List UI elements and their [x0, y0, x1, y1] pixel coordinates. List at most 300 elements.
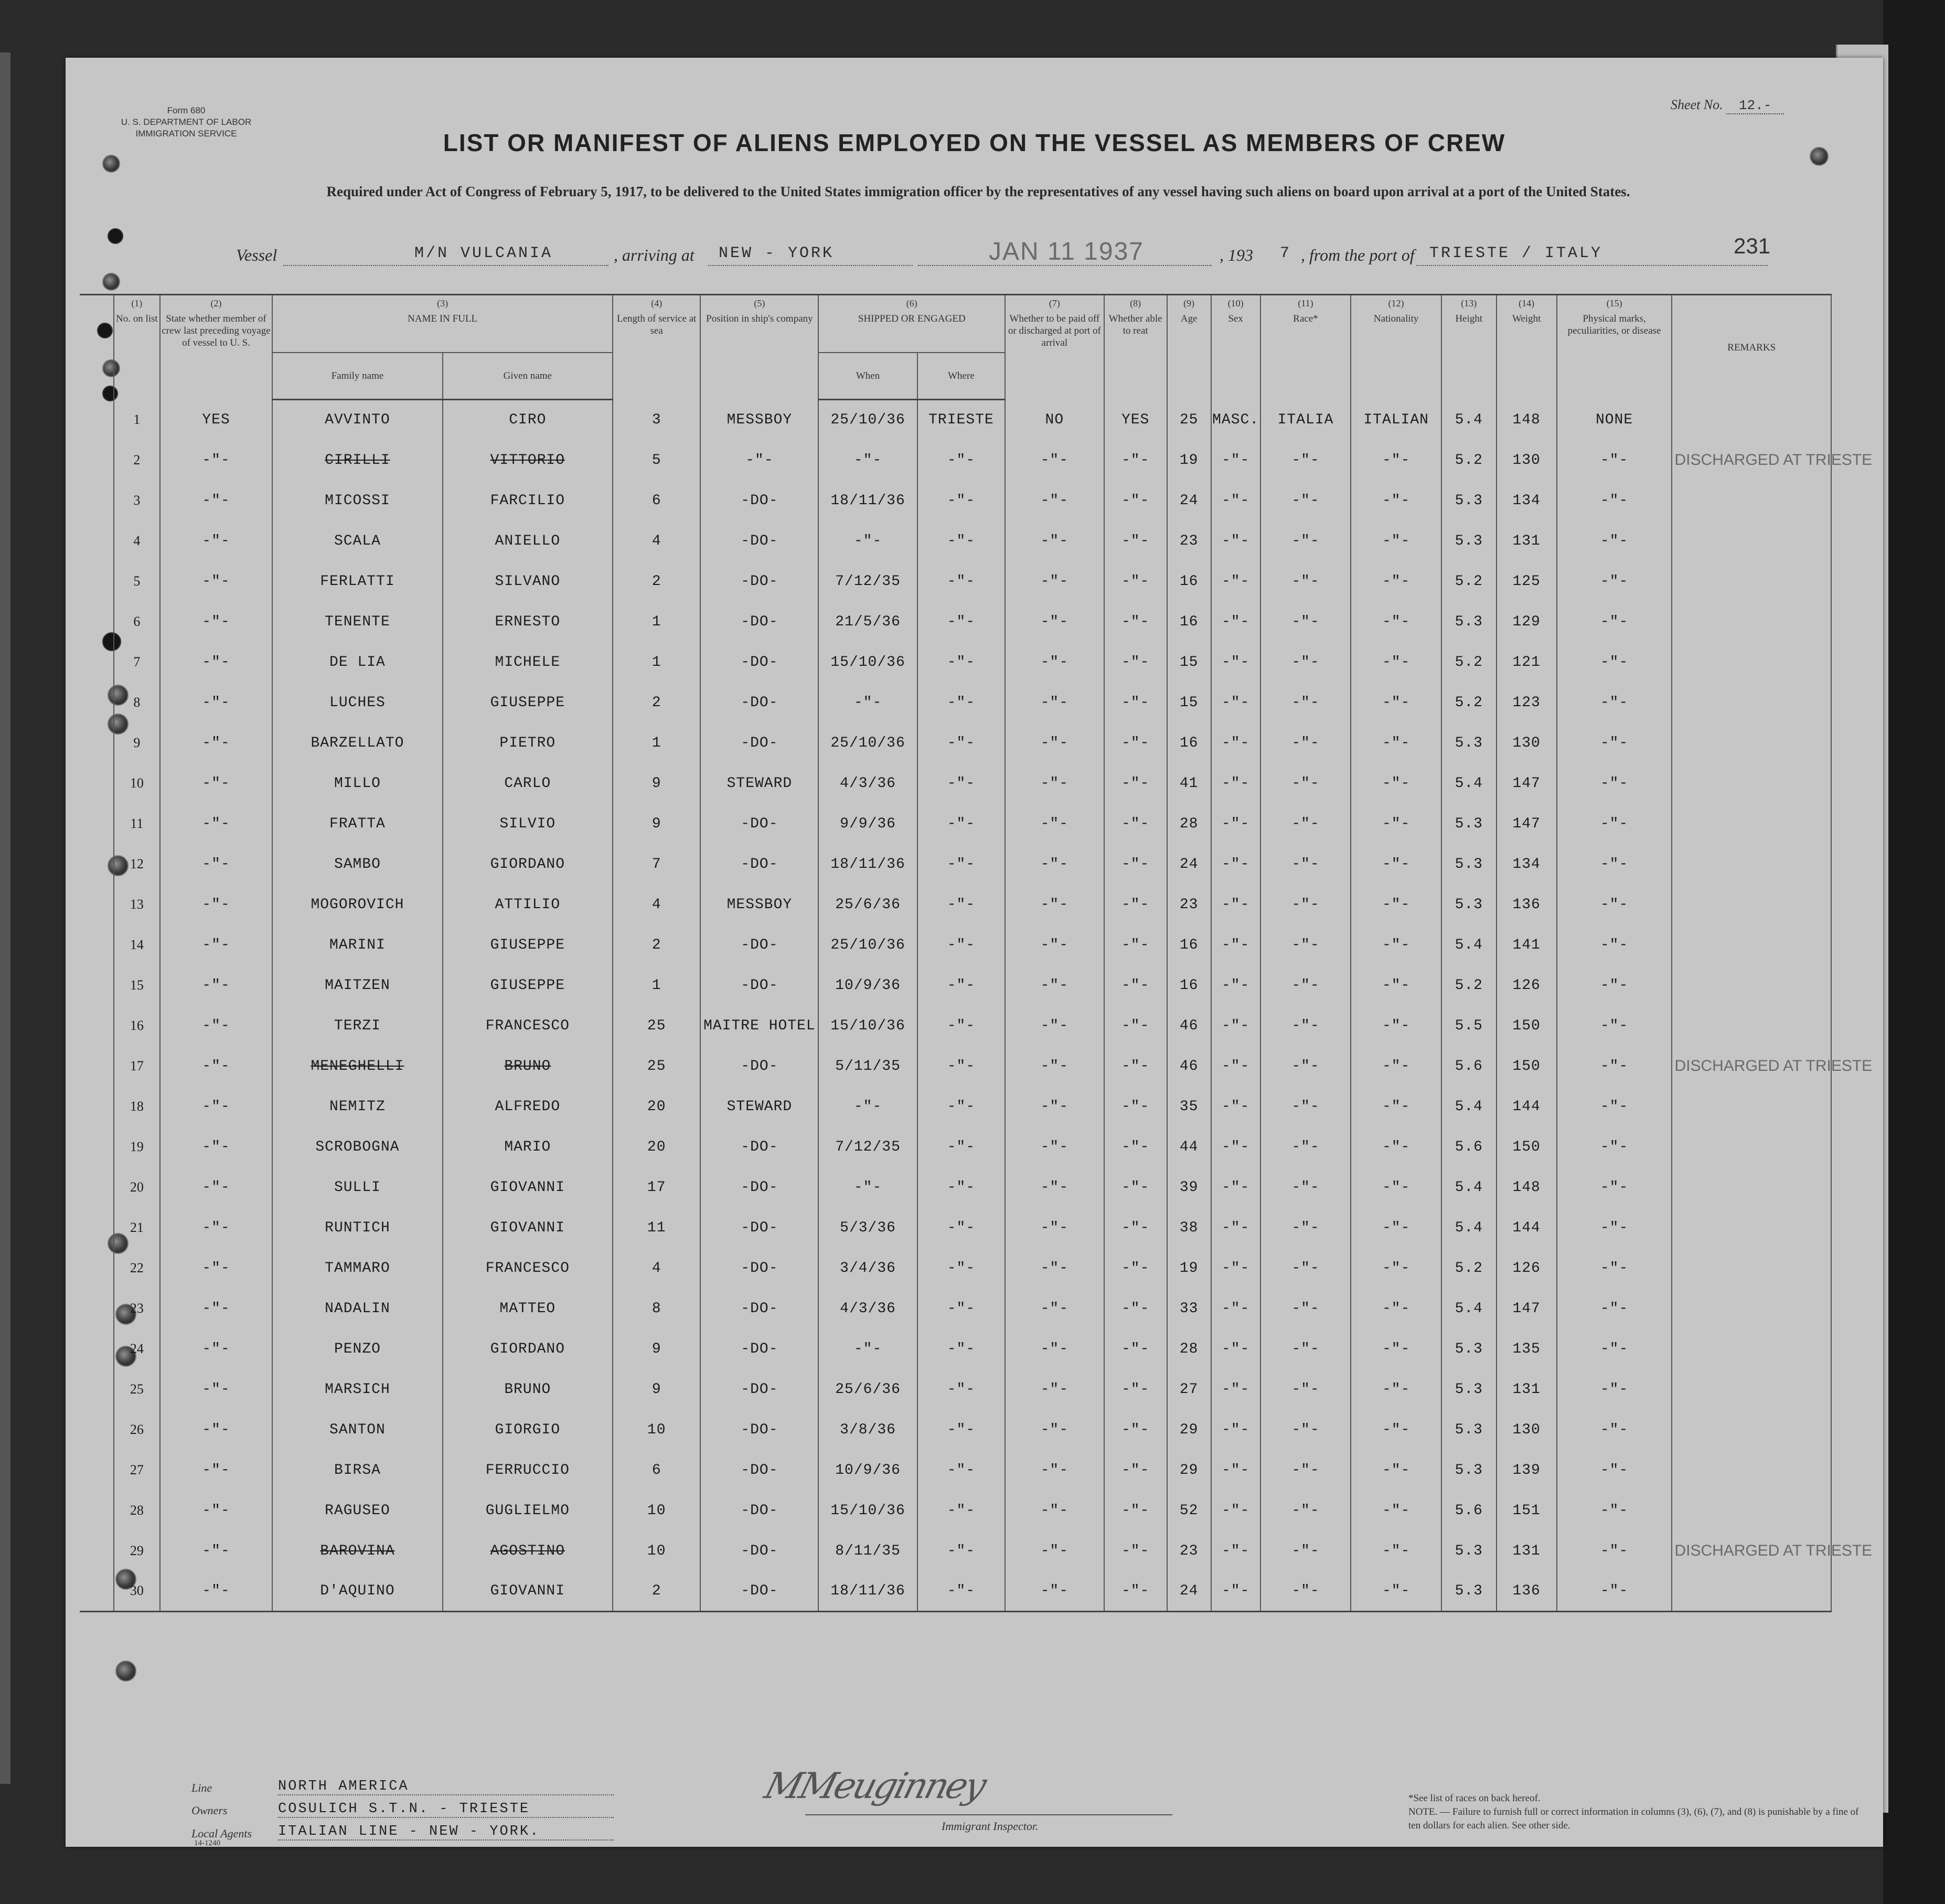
sex-cell: -"- [1211, 683, 1260, 723]
nationality-cell: -"- [1351, 965, 1441, 1006]
service-length-cell: 4 [613, 521, 700, 561]
age-cell: 16 [1167, 602, 1211, 642]
able-to-read-cell: -"- [1104, 1006, 1167, 1046]
race-cell: -"- [1260, 1571, 1351, 1612]
service-length-cell: 9 [613, 763, 700, 804]
sex-cell: -"- [1211, 1450, 1260, 1491]
position-cell: -"- [700, 440, 818, 481]
family-name-cell: SCALA [272, 521, 442, 561]
fine-note: NOTE. — Failure to furnish full or correct information in columns (3), (6), (7), and (8) is punishable by a fine of ten dollars for each alien. See other side. [1408, 1806, 1859, 1831]
height-cell: 5.3 [1441, 1531, 1497, 1571]
remarks-cell [1672, 1248, 1831, 1289]
list-number-cell: 29 [114, 1531, 160, 1571]
height-cell: 5.4 [1441, 1167, 1497, 1208]
family-name-cell: FRATTA [272, 804, 442, 844]
family-name-cell: RUNTICH [272, 1208, 442, 1248]
table-row [80, 1046, 1831, 1087]
list-number-cell: 3 [114, 481, 160, 521]
header-shipped-engaged: (6) SHIPPED OR ENGAGED [818, 295, 1005, 353]
family-name-cell: DE LIA [272, 642, 442, 683]
paid-off-cell: -"- [1005, 1046, 1104, 1087]
able-to-read-cell: -"- [1104, 925, 1167, 965]
vessel-info [236, 238, 1768, 268]
given-name-cell: VITTORIO [443, 440, 613, 481]
paid-off-cell: -"- [1005, 1087, 1104, 1127]
list-number-cell: 25 [114, 1369, 160, 1410]
race-note: *See list of races on back hereof. [1408, 1793, 1541, 1804]
weight-cell: 147 [1497, 804, 1557, 844]
position-cell: -DO- [700, 1208, 818, 1248]
given-name-cell: GIORDANO [443, 1329, 613, 1369]
sex-cell: -"- [1211, 804, 1260, 844]
nationality-cell: -"- [1351, 763, 1441, 804]
position-cell: STEWARD [700, 1087, 818, 1127]
sex-cell: -"- [1211, 1369, 1260, 1410]
height-cell: 5.5 [1441, 1006, 1497, 1046]
service-length-cell: 6 [613, 1450, 700, 1491]
age-cell: 44 [1167, 1127, 1211, 1167]
shipped-where-cell: -"- [917, 561, 1005, 602]
shipped-when-cell: 25/10/36 [818, 400, 917, 440]
binder-hole [102, 273, 120, 291]
race-cell: -"- [1260, 885, 1351, 925]
list-number-cell: 2 [114, 440, 160, 481]
shipped-where-cell: -"- [917, 1127, 1005, 1167]
family-name-cell: MARINI [272, 925, 442, 965]
shipped-when-cell: 25/10/36 [818, 723, 917, 763]
shipped-when-cell: 9/9/36 [818, 804, 917, 844]
height-cell: 5.4 [1441, 400, 1497, 440]
row-margin [80, 521, 114, 561]
weight-cell: 136 [1497, 885, 1557, 925]
row-margin [80, 965, 114, 1006]
height-cell: 5.3 [1441, 602, 1497, 642]
family-name-cell: BARZELLATO [272, 723, 442, 763]
able-to-read-cell: -"- [1104, 1248, 1167, 1289]
table-row [80, 1127, 1831, 1167]
weight-cell: 131 [1497, 521, 1557, 561]
nationality-cell: -"- [1351, 1006, 1441, 1046]
paid-off-cell: -"- [1005, 1208, 1104, 1248]
service-length-cell: 10 [613, 1410, 700, 1450]
shipped-when-cell: 3/8/36 [818, 1410, 917, 1450]
weight-cell: 144 [1497, 1087, 1557, 1127]
previous-voyage-cell: YES [160, 400, 273, 440]
table-row [80, 1167, 1831, 1208]
shipped-when-cell: -"- [818, 521, 917, 561]
row-margin [80, 1248, 114, 1289]
given-name-cell: ERNESTO [443, 602, 613, 642]
physical-marks-cell: -"- [1557, 602, 1672, 642]
family-name-cell: NEMITZ [272, 1087, 442, 1127]
shipped-when-cell: 10/9/36 [818, 1450, 917, 1491]
given-name-cell: BRUNO [443, 1046, 613, 1087]
row-margin [80, 885, 114, 925]
height-cell: 5.3 [1441, 481, 1497, 521]
shipped-where-cell: -"- [917, 844, 1005, 885]
table-row [80, 1289, 1831, 1329]
physical-marks-cell: -"- [1557, 683, 1672, 723]
able-to-read-cell: -"- [1104, 1410, 1167, 1450]
shipped-when-cell: 15/10/36 [818, 642, 917, 683]
given-name-cell: FERRUCCIO [443, 1450, 613, 1491]
shipped-where-cell: -"- [917, 1208, 1005, 1248]
position-cell: MESSBOY [700, 885, 818, 925]
row-margin [80, 440, 114, 481]
margin-header [80, 295, 114, 400]
family-name-cell: SAMBO [272, 844, 442, 885]
age-cell: 24 [1167, 1571, 1211, 1612]
race-cell: -"- [1260, 1410, 1351, 1450]
sex-cell: -"- [1211, 440, 1260, 481]
able-to-read-cell: -"- [1104, 1329, 1167, 1369]
remarks-cell [1672, 1127, 1831, 1167]
paid-off-cell: -"- [1005, 1369, 1104, 1410]
nationality-cell: -"- [1351, 561, 1441, 602]
list-number-cell: 8 [114, 683, 160, 723]
given-name-cell: GIORDANO [443, 844, 613, 885]
inspector-label: Immigrant Inspector. [942, 1820, 1039, 1833]
form-number: Form 680 [167, 105, 206, 115]
sex-cell: -"- [1211, 1410, 1260, 1450]
able-to-read-cell: YES [1104, 400, 1167, 440]
age-cell: 16 [1167, 723, 1211, 763]
shipped-when-cell: 5/3/36 [818, 1208, 917, 1248]
previous-voyage-cell: -"- [160, 642, 273, 683]
weight-cell: 131 [1497, 1531, 1557, 1571]
binder-hole [108, 228, 123, 244]
row-margin [80, 763, 114, 804]
able-to-read-cell: -"- [1104, 1531, 1167, 1571]
nationality-cell: -"- [1351, 1531, 1441, 1571]
physical-marks-cell: -"- [1557, 1167, 1672, 1208]
family-name-cell: MENEGHELLI [272, 1046, 442, 1087]
row-margin [80, 1410, 114, 1450]
service-length-cell: 20 [613, 1087, 700, 1127]
remarks-cell [1672, 763, 1831, 804]
shipped-where-cell: -"- [917, 1329, 1005, 1369]
age-cell: 38 [1167, 1208, 1211, 1248]
shipped-when-cell: 18/11/36 [818, 844, 917, 885]
height-cell: 5.4 [1441, 763, 1497, 804]
able-to-read-cell: -"- [1104, 1369, 1167, 1410]
list-number-cell: 24 [114, 1329, 160, 1369]
race-cell: -"- [1260, 1491, 1351, 1531]
position-cell: -DO- [700, 481, 818, 521]
nationality-cell: -"- [1351, 602, 1441, 642]
header-race: (11) Race* [1260, 295, 1351, 400]
physical-marks-cell: -"- [1557, 1046, 1672, 1087]
nationality-cell: -"- [1351, 885, 1441, 925]
able-to-read-cell: -"- [1104, 1571, 1167, 1612]
table-row [80, 1087, 1831, 1127]
sex-cell: -"- [1211, 723, 1260, 763]
remarks-cell [1672, 1369, 1831, 1410]
row-margin [80, 561, 114, 602]
row-margin [80, 602, 114, 642]
previous-voyage-cell: -"- [160, 885, 273, 925]
race-cell: -"- [1260, 481, 1351, 521]
shipped-when-cell: 4/3/36 [818, 763, 917, 804]
physical-marks-cell: -"- [1557, 642, 1672, 683]
previous-voyage-cell: -"- [160, 683, 273, 723]
sex-cell: -"- [1211, 521, 1260, 561]
race-cell: -"- [1260, 1369, 1351, 1410]
paid-off-cell: -"- [1005, 965, 1104, 1006]
sex-cell: -"- [1211, 763, 1260, 804]
shipped-where-cell: -"- [917, 1450, 1005, 1491]
sex-cell: -"- [1211, 1046, 1260, 1087]
position-cell: -DO- [700, 1571, 818, 1612]
given-name-cell: GIUSEPPE [443, 925, 613, 965]
race-cell: -"- [1260, 1046, 1351, 1087]
height-cell: 5.2 [1441, 642, 1497, 683]
given-name-cell: GIOVANNI [443, 1208, 613, 1248]
row-margin [80, 400, 114, 440]
sheet-number-value: 12.- [1726, 98, 1784, 114]
age-cell: 29 [1167, 1410, 1211, 1450]
family-name-cell: MARSICH [272, 1369, 442, 1410]
age-cell: 23 [1167, 521, 1211, 561]
given-name-cell: SILVANO [443, 561, 613, 602]
row-margin [80, 1450, 114, 1491]
header-position: (5) Position in ship's company [700, 295, 818, 400]
physical-marks-cell: -"- [1557, 1491, 1672, 1531]
nationality-cell: -"- [1351, 1087, 1441, 1127]
service-length-cell: 5 [613, 440, 700, 481]
remarks-cell [1672, 965, 1831, 1006]
sex-cell: -"- [1211, 925, 1260, 965]
row-margin [80, 844, 114, 885]
age-cell: 23 [1167, 885, 1211, 925]
previous-voyage-cell: -"- [160, 1167, 273, 1208]
height-cell: 5.3 [1441, 844, 1497, 885]
sex-cell: -"- [1211, 642, 1260, 683]
shipped-where-cell: -"- [917, 1167, 1005, 1208]
previous-voyage-cell: -"- [160, 1491, 273, 1531]
weight-cell: 134 [1497, 481, 1557, 521]
shipped-where-cell: -"- [917, 602, 1005, 642]
shipped-where-cell: -"- [917, 642, 1005, 683]
binder-hole [115, 1661, 136, 1682]
year-value: 7 [1280, 244, 1292, 262]
service-length-cell: 6 [613, 481, 700, 521]
arriving-port: NEW - YORK [719, 244, 835, 262]
shipped-where-cell: -"- [917, 723, 1005, 763]
race-cell: -"- [1260, 723, 1351, 763]
family-name-cell: D'AQUINO [272, 1571, 442, 1612]
given-name-cell: GIORGIO [443, 1410, 613, 1450]
physical-marks-cell: -"- [1557, 1289, 1672, 1329]
family-name-cell: BAROVINA [272, 1531, 442, 1571]
physical-marks-cell: -"- [1557, 1571, 1672, 1612]
list-number-cell: 28 [114, 1491, 160, 1531]
table-row [80, 1410, 1831, 1450]
given-name-cell: PIETRO [443, 723, 613, 763]
table-row [80, 804, 1831, 844]
sex-cell: -"- [1211, 1531, 1260, 1571]
family-name-cell: MAITZEN [272, 965, 442, 1006]
header-height: (13) Height [1441, 295, 1497, 400]
table-row [80, 642, 1831, 683]
age-cell: 16 [1167, 925, 1211, 965]
shipped-where-cell: -"- [917, 521, 1005, 561]
footer-notes [1408, 1792, 1870, 1833]
height-cell: 5.3 [1441, 1410, 1497, 1450]
list-number-cell: 21 [114, 1208, 160, 1248]
position-cell: -DO- [700, 642, 818, 683]
age-cell: 41 [1167, 763, 1211, 804]
nationality-cell: ITALIAN [1351, 400, 1441, 440]
shipped-when-cell: 15/10/36 [818, 1006, 917, 1046]
race-cell: -"- [1260, 1248, 1351, 1289]
shipped-where-cell: -"- [917, 763, 1005, 804]
list-number-cell: 16 [114, 1006, 160, 1046]
age-cell: 33 [1167, 1289, 1211, 1329]
given-name-cell: CARLO [443, 763, 613, 804]
position-cell: MAITRE HOTEL [700, 1006, 818, 1046]
sex-cell: -"- [1211, 844, 1260, 885]
row-margin [80, 1329, 114, 1369]
previous-voyage-cell: -"- [160, 1248, 273, 1289]
position-cell: -DO- [700, 844, 818, 885]
weight-cell: 130 [1497, 723, 1557, 763]
paid-off-cell: -"- [1005, 561, 1104, 602]
position-cell: MESSBOY [700, 400, 818, 440]
list-number-cell: 9 [114, 723, 160, 763]
remarks-cell [1672, 1208, 1831, 1248]
paid-off-cell: -"- [1005, 683, 1104, 723]
weight-cell: 134 [1497, 844, 1557, 885]
able-to-read-cell: -"- [1104, 440, 1167, 481]
list-number-cell: 13 [114, 885, 160, 925]
header-weight: (14) Weight [1497, 295, 1557, 400]
race-cell: -"- [1260, 440, 1351, 481]
age-cell: 39 [1167, 1167, 1211, 1208]
row-margin [80, 804, 114, 844]
shipped-when-cell: 25/10/36 [818, 925, 917, 965]
service-length-cell: 4 [613, 1248, 700, 1289]
height-cell: 5.2 [1441, 683, 1497, 723]
weight-cell: 126 [1497, 965, 1557, 1006]
height-cell: 5.3 [1441, 885, 1497, 925]
height-cell: 5.2 [1441, 965, 1497, 1006]
family-name-cell: AVVINTO [272, 400, 442, 440]
physical-marks-cell: -"- [1557, 1531, 1672, 1571]
crew-manifest-table [80, 294, 1873, 1612]
physical-marks-cell: -"- [1557, 1410, 1672, 1450]
previous-voyage-cell: -"- [160, 844, 273, 885]
row-margin [80, 1006, 114, 1046]
race-cell: -"- [1260, 521, 1351, 561]
position-cell: -DO- [700, 1127, 818, 1167]
height-cell: 5.4 [1441, 1289, 1497, 1329]
list-number-cell: 12 [114, 844, 160, 885]
race-cell: -"- [1260, 965, 1351, 1006]
height-cell: 5.2 [1441, 561, 1497, 602]
shipped-when-cell: 5/11/35 [818, 1046, 917, 1087]
age-cell: 46 [1167, 1046, 1211, 1087]
able-to-read-cell: -"- [1104, 763, 1167, 804]
service-length-cell: 10 [613, 1531, 700, 1571]
local-agents-label: Local Agents [191, 1827, 252, 1840]
service-length-cell: 9 [613, 1369, 700, 1410]
weight-cell: 150 [1497, 1006, 1557, 1046]
family-name-cell: TERZI [272, 1006, 442, 1046]
nationality-cell: -"- [1351, 481, 1441, 521]
row-margin [80, 1046, 114, 1087]
shipped-when-cell: -"- [818, 683, 917, 723]
physical-marks-cell: -"- [1557, 521, 1672, 561]
shipped-where-cell: -"- [917, 1369, 1005, 1410]
remarks-cell [1672, 1571, 1831, 1612]
arriving-label: , arriving at [614, 246, 694, 264]
height-cell: 5.3 [1441, 521, 1497, 561]
physical-marks-cell: -"- [1557, 965, 1672, 1006]
list-number-cell: 18 [114, 1087, 160, 1127]
department-name: U. S. DEPARTMENT OF LABOR [121, 117, 252, 127]
header-service-length: (4) Length of service at sea [613, 295, 700, 400]
previous-voyage-cell: -"- [160, 1369, 273, 1410]
row-margin [80, 925, 114, 965]
remarks-cell [1672, 1329, 1831, 1369]
race-cell: -"- [1260, 1006, 1351, 1046]
race-cell: -"- [1260, 763, 1351, 804]
nationality-cell: -"- [1351, 1046, 1441, 1087]
list-number-cell: 30 [114, 1571, 160, 1612]
inspector-signature: MMeuginney [760, 1765, 989, 1807]
family-name-cell: MILLO [272, 763, 442, 804]
shipped-where-cell: -"- [917, 1006, 1005, 1046]
remarks-cell [1672, 844, 1831, 885]
physical-marks-cell: -"- [1557, 1369, 1672, 1410]
weight-cell: 136 [1497, 1571, 1557, 1612]
family-name-cell: RAGUSEO [272, 1491, 442, 1531]
paid-off-cell: -"- [1005, 723, 1104, 763]
race-cell: -"- [1260, 804, 1351, 844]
table-row [80, 400, 1831, 440]
paid-off-cell: -"- [1005, 602, 1104, 642]
table-row [80, 521, 1831, 561]
paid-off-cell: -"- [1005, 1167, 1104, 1208]
header-previous-voyage: (2) State whether member of crew last preceding voyage of vessel to U. S. [160, 295, 273, 400]
age-cell: 24 [1167, 481, 1211, 521]
shipped-when-cell: 10/9/36 [818, 965, 917, 1006]
service-length-cell: 1 [613, 965, 700, 1006]
family-name-cell: NADALIN [272, 1289, 442, 1329]
physical-marks-cell: -"- [1557, 844, 1672, 885]
remarks-cell [1672, 1006, 1831, 1046]
paid-off-cell: -"- [1005, 1329, 1104, 1369]
race-cell: -"- [1260, 683, 1351, 723]
service-length-cell: 2 [613, 561, 700, 602]
table-row [80, 1248, 1831, 1289]
list-number-cell: 26 [114, 1410, 160, 1450]
position-cell: -DO- [700, 1329, 818, 1369]
shipped-when-cell: -"- [818, 1167, 917, 1208]
page-subtitle: Required under Act of Congress of February 5, 1917, to be delivered to the United States immigration officer by the representatives of any vessel having such aliens on board upon arrival at a port of the United States. [326, 184, 1630, 199]
given-name-cell: GIUSEPPE [443, 965, 613, 1006]
previous-voyage-cell: -"- [160, 440, 273, 481]
shipped-when-cell: 8/11/35 [818, 1531, 917, 1571]
height-cell: 5.4 [1441, 1208, 1497, 1248]
header-name-in-full: (3) NAME IN FULL [272, 295, 613, 353]
sex-cell: -"- [1211, 1248, 1260, 1289]
nationality-cell: -"- [1351, 1167, 1441, 1208]
race-cell: ITALIA [1260, 400, 1351, 440]
table-row [80, 1329, 1831, 1369]
given-name-cell: FARCILIO [443, 481, 613, 521]
